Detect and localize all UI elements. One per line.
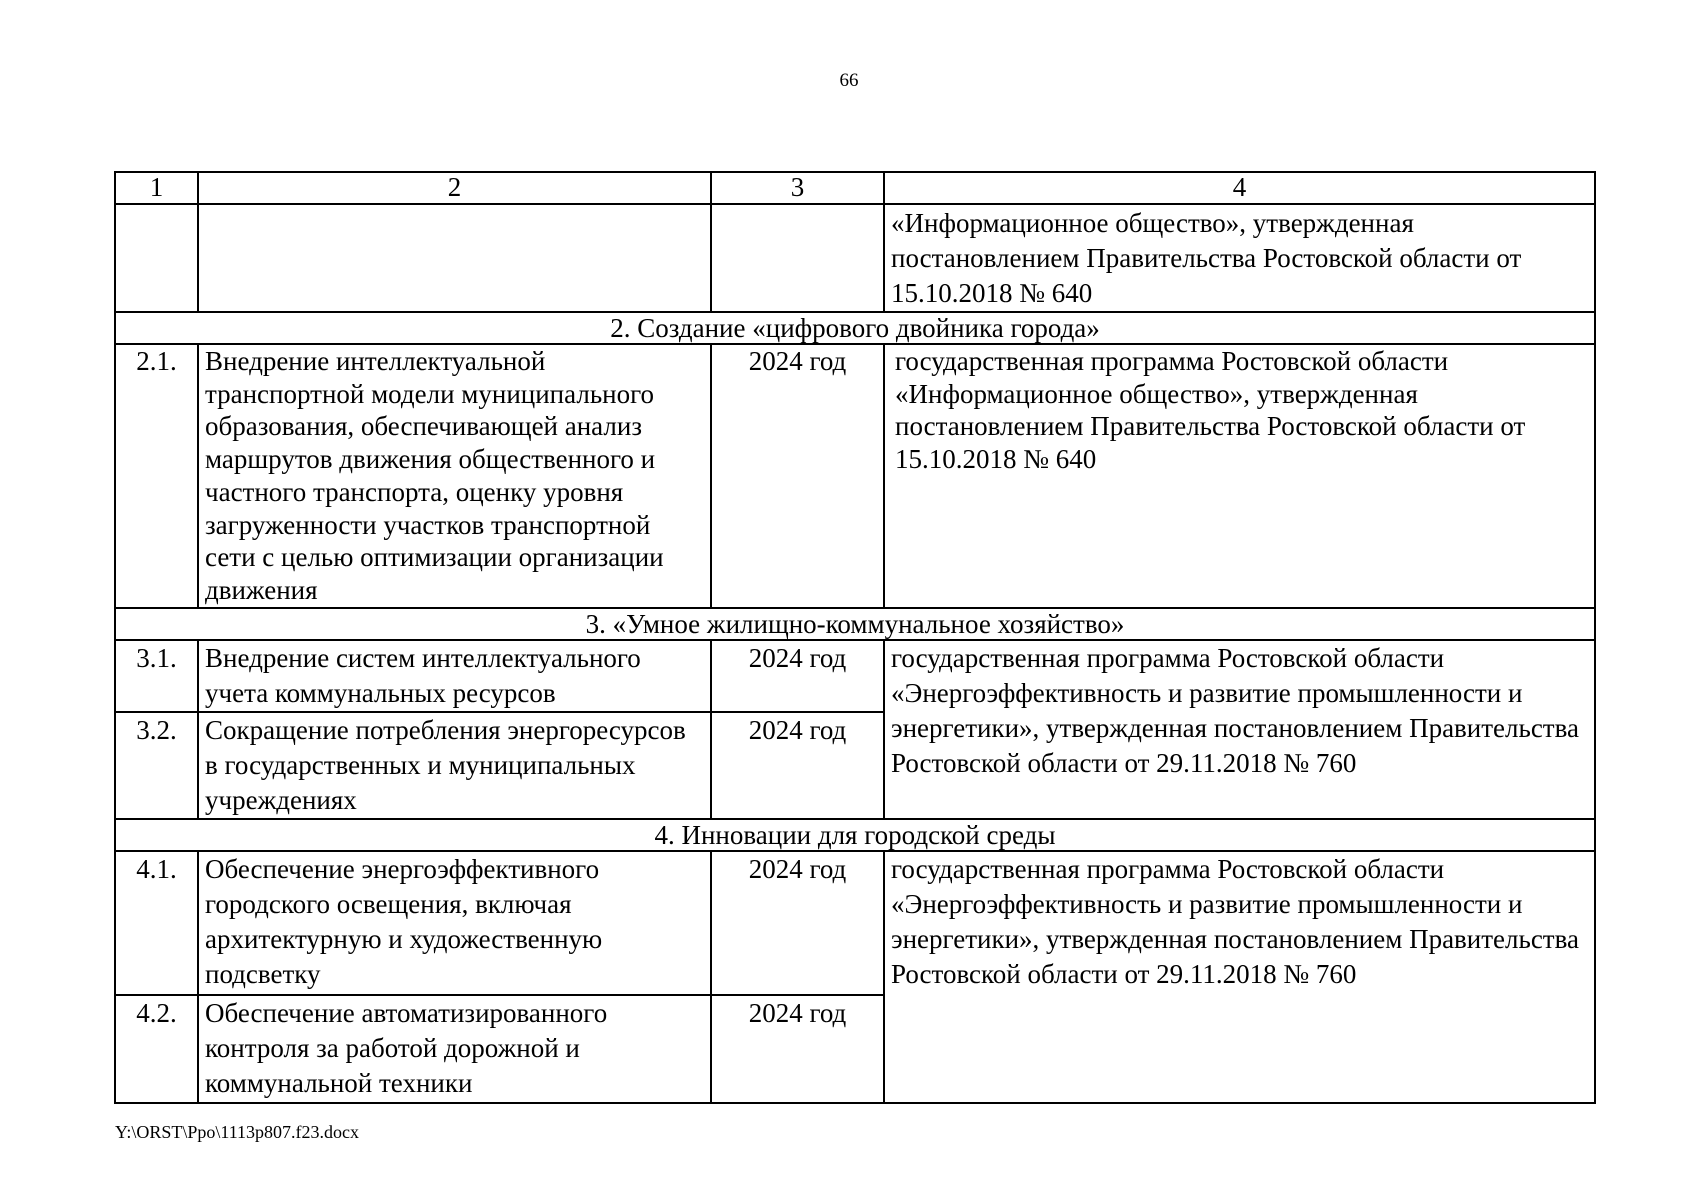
- column-header-3: 3: [711, 172, 884, 204]
- section-title: 4. Инновации для городской среды: [115, 819, 1595, 851]
- cell-empty: [711, 204, 884, 312]
- column-header-1: 1: [115, 172, 198, 204]
- program-cell: «Информационное общество», утвержденная постановлением Правительства Ростовской области от 15.10.2018 № 640: [884, 204, 1595, 312]
- table-row-2-1: [115, 344, 1595, 608]
- cell-empty: [115, 204, 198, 312]
- program-cell: государственная программа Ростовской области «Информационное общество», утвержденная постановлением Правительства Ростовской области от 15.10.2018 № 640: [884, 344, 1595, 608]
- section-title: 2. Создание «цифрового двойника города»: [115, 312, 1595, 344]
- table-row-3-1: [115, 640, 1595, 712]
- row-number: 4.2.: [115, 995, 198, 1103]
- row-number: 3.1.: [115, 640, 198, 712]
- row-number: 2.1.: [115, 344, 198, 608]
- table-header-row: [115, 172, 1595, 204]
- program-cell: государственная программа Ростовской области «Энергоэффективность и развитие промышленности и энергетики», утвержденная постановлением Правительства Ростовской области от 29.11.2018 № 760: [884, 640, 1595, 819]
- measure-cell: Обеспечение автоматизированного контроля за работой дорожной и коммунальной техники: [198, 995, 711, 1103]
- page-number: 66: [839, 70, 859, 91]
- section-row-4: [115, 819, 1595, 851]
- program-cell: государственная программа Ростовской области «Энергоэффективность и развитие промышленности и энергетики», утвержденная постановлением Правительства Ростовской области от 29.11.2018 № 760: [884, 851, 1595, 1103]
- measure-cell: Обеспечение энергоэффективного городского освещения, включая архитектурную и художественную подсветку: [198, 851, 711, 995]
- section-title: 3. «Умное жилищно-коммунальное хозяйство»: [115, 608, 1595, 640]
- column-header-4: 4: [884, 172, 1595, 204]
- measure-cell: Внедрение систем интеллектуального учета коммунальных ресурсов: [198, 640, 711, 712]
- measures-table: [114, 171, 1596, 1104]
- cell-empty: [198, 204, 711, 312]
- row-number: 4.1.: [115, 851, 198, 995]
- document-file-path: Y:\ORST\Ppo\1113p807.f23.docx: [115, 1122, 360, 1142]
- measure-cell: Внедрение интеллектуальной транспортной модели муниципального образования, обеспечивающей анализ маршрутов движения общественного и частного транспорта, оценку уровня загруженности участков транспортной сети с целью оптимизации организации движения: [198, 344, 711, 608]
- year-cell: 2024 год: [711, 851, 884, 995]
- table-row-continuation: [115, 204, 1595, 312]
- section-row-2: [115, 312, 1595, 344]
- table-row-4-1: [115, 851, 1595, 995]
- column-header-2: 2: [198, 172, 711, 204]
- measure-cell: Сокращение потребления энергоресурсов в государственных и муниципальных учреждениях: [198, 712, 711, 819]
- year-cell: 2024 год: [711, 344, 884, 608]
- row-number: 3.2.: [115, 712, 198, 819]
- year-cell: 2024 год: [711, 640, 884, 712]
- year-cell: 2024 год: [711, 995, 884, 1103]
- year-cell: 2024 год: [711, 712, 884, 819]
- section-row-3: [115, 608, 1595, 640]
